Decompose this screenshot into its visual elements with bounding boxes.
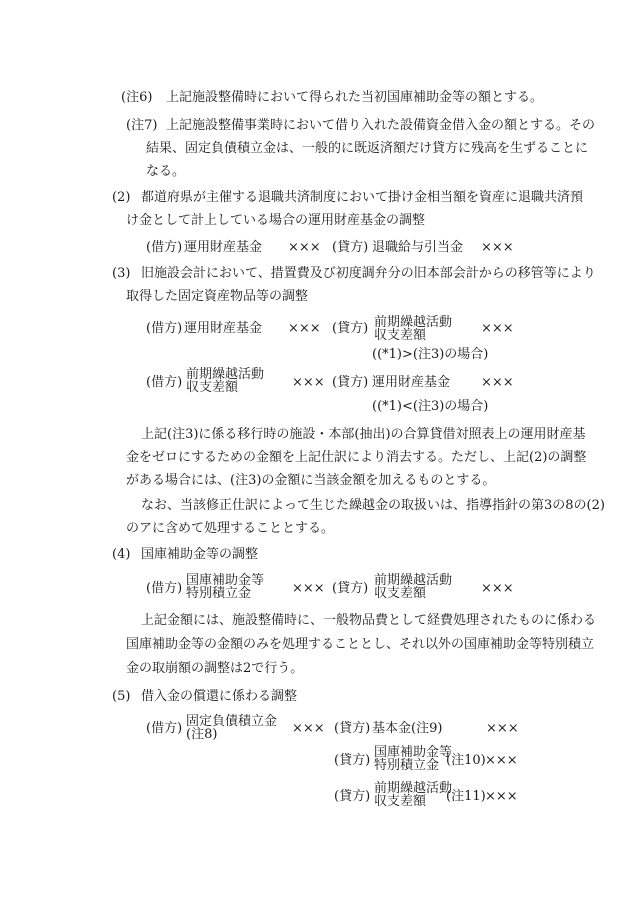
item3-entry2-debit-account-1: 前期繰越活動 bbox=[186, 367, 265, 382]
item4-title: 国庫補助金等の調整 bbox=[141, 547, 259, 562]
item3-entry1-credit-account-1: 前期繰越活動 bbox=[374, 315, 453, 330]
item3-entry1-credit-amount: ××× bbox=[481, 321, 514, 336]
item3-line1: 旧施設会計において、措置費及び初度調弁分の旧本部会計からの移管等により bbox=[141, 266, 596, 281]
item4-number: (4) bbox=[112, 547, 131, 562]
item2-credit-amount: ××× bbox=[481, 240, 514, 255]
item3-entry2-debit-amount: ××× bbox=[292, 375, 325, 390]
item3-entry1-debit-amount: ××× bbox=[288, 321, 321, 336]
item5-debit-account-2: (注8) bbox=[186, 727, 218, 742]
item3-number: (3) bbox=[112, 266, 131, 281]
item4-credit-account-1: 前期繰越活動 bbox=[374, 573, 453, 588]
note6-number: (注6) bbox=[121, 90, 153, 105]
item3-entry2-condition: ((*1)<(注3)の場合) bbox=[372, 399, 489, 414]
item4-debit-account-1: 国庫補助金等 bbox=[186, 573, 265, 588]
item4-para-line2: 国庫補助金等の金額のみを処理することとし、それ以外の国庫補助金等特別積立 bbox=[126, 637, 595, 652]
item5-title: 借入金の償還に係わる調整 bbox=[141, 689, 298, 704]
item5-debit-amount: ××× bbox=[292, 721, 325, 736]
item5-credit2-account-1: 国庫補助金等 bbox=[374, 745, 453, 760]
item3-entry1-condition: ((*1)>(注3)の場合) bbox=[372, 347, 489, 362]
item3-entry2-debit-label: (借方) bbox=[146, 375, 183, 390]
item5-credit3-label: (貸方) bbox=[334, 789, 371, 804]
item2-credit-label: (貸方) bbox=[332, 240, 369, 255]
item3-entry1-debit-label: (借方) bbox=[146, 321, 183, 336]
item4-para-line3: 金の取崩額の調整は2で行う。 bbox=[126, 661, 304, 676]
item3-entry2-credit-amount: ××× bbox=[481, 375, 514, 390]
item5-credit2-note: (注10) bbox=[446, 753, 486, 768]
item2-credit-account: 退職給与引当金 bbox=[372, 240, 464, 255]
item4-credit-amount: ××× bbox=[481, 581, 514, 596]
item3-entry1-credit-account-2: 収支差額 bbox=[374, 328, 427, 343]
item4-debit-account-2: 特別積立金 bbox=[186, 586, 252, 601]
item5-credit3-account-1: 前期繰越活動 bbox=[374, 781, 453, 796]
item3-para1-line2: 金をゼロにするための金額を上記仕訳により消去する。ただし、上記(2)の調整 bbox=[126, 450, 587, 465]
item5-credit1-account: 基本金(注9) bbox=[372, 721, 443, 736]
item2-debit-amount: ××× bbox=[288, 240, 321, 255]
item3-para2-line2: のアに含めて処理することとする。 bbox=[126, 521, 335, 536]
item4-para-line1: 上記金額には、施設整備時に、一般物品費として経費処理されたものに係わる bbox=[141, 613, 597, 628]
item4-debit-label: (借方) bbox=[146, 581, 183, 596]
item5-number: (5) bbox=[112, 689, 131, 704]
item2-debit-account: 運用財産基金 bbox=[184, 240, 263, 255]
item4-credit-account-2: 収支差額 bbox=[374, 586, 427, 601]
item5-credit2-account-2: 特別積立金 bbox=[374, 758, 440, 773]
item3-para1-line3: がある場合には、(注3)の金額に当該金額を加えるものとする。 bbox=[126, 473, 496, 488]
item5-credit3-amount: ××× bbox=[485, 789, 518, 804]
item3-entry2-credit-account: 運用財産基金 bbox=[372, 375, 451, 390]
item2-debit-label: (借方) bbox=[146, 240, 183, 255]
item3-line2: 取得した固定資産物品等の調整 bbox=[126, 289, 309, 304]
item2-number: (2) bbox=[112, 190, 131, 205]
note7-line3: なる。 bbox=[146, 164, 186, 179]
item3-para1-line1: 上記(注3)に係る移行時の施設・本部(抽出)の合算貸借対照表上の運用財産基 bbox=[141, 427, 586, 442]
note7-line2: 結果、固定負債積立金は、一般的に既返済額だけ貸方に残高を生ずることに bbox=[146, 141, 589, 156]
note6-text: 上記施設整備時において得られた当初国庫補助金等の額とする。 bbox=[166, 90, 544, 105]
item5-debit-account-1: 固定負債積立金 bbox=[186, 714, 278, 729]
item5-credit2-label: (貸方) bbox=[334, 753, 371, 768]
item3-entry2-credit-label: (貸方) bbox=[332, 375, 369, 390]
item5-credit1-label: (貸方) bbox=[334, 721, 371, 736]
item4-credit-label: (貸方) bbox=[332, 581, 369, 596]
item3-entry1-credit-label: (貸方) bbox=[332, 321, 369, 336]
item2-line1: 都道府県が主催する退職共済制度において掛け金相当額を資産に退職共済預 bbox=[141, 190, 584, 205]
item5-credit3-note: (注11) bbox=[446, 789, 486, 804]
item3-entry2-debit-account-2: 収支差額 bbox=[186, 380, 239, 395]
item5-credit2-amount: ××× bbox=[485, 753, 518, 768]
item5-credit1-amount: ××× bbox=[486, 721, 519, 736]
note7-number: (注7) bbox=[126, 118, 158, 133]
item3-para2-line1: なお、当該修正仕訳によって生じた繰越金の取扱いは、指導指針の第3の8の(2) bbox=[141, 498, 605, 513]
item5-debit-label: (借方) bbox=[146, 721, 183, 736]
note7-line1: 上記施設整備事業時において借り入れた設備資金借入金の額とする。その bbox=[166, 118, 596, 133]
item4-debit-amount: ××× bbox=[292, 581, 325, 596]
item3-entry1-debit-account: 運用財産基金 bbox=[184, 321, 263, 336]
item2-line2: け金として計上している場合の運用財産基金の調整 bbox=[126, 213, 426, 228]
item5-credit3-account-2: 収支差額 bbox=[374, 794, 427, 809]
